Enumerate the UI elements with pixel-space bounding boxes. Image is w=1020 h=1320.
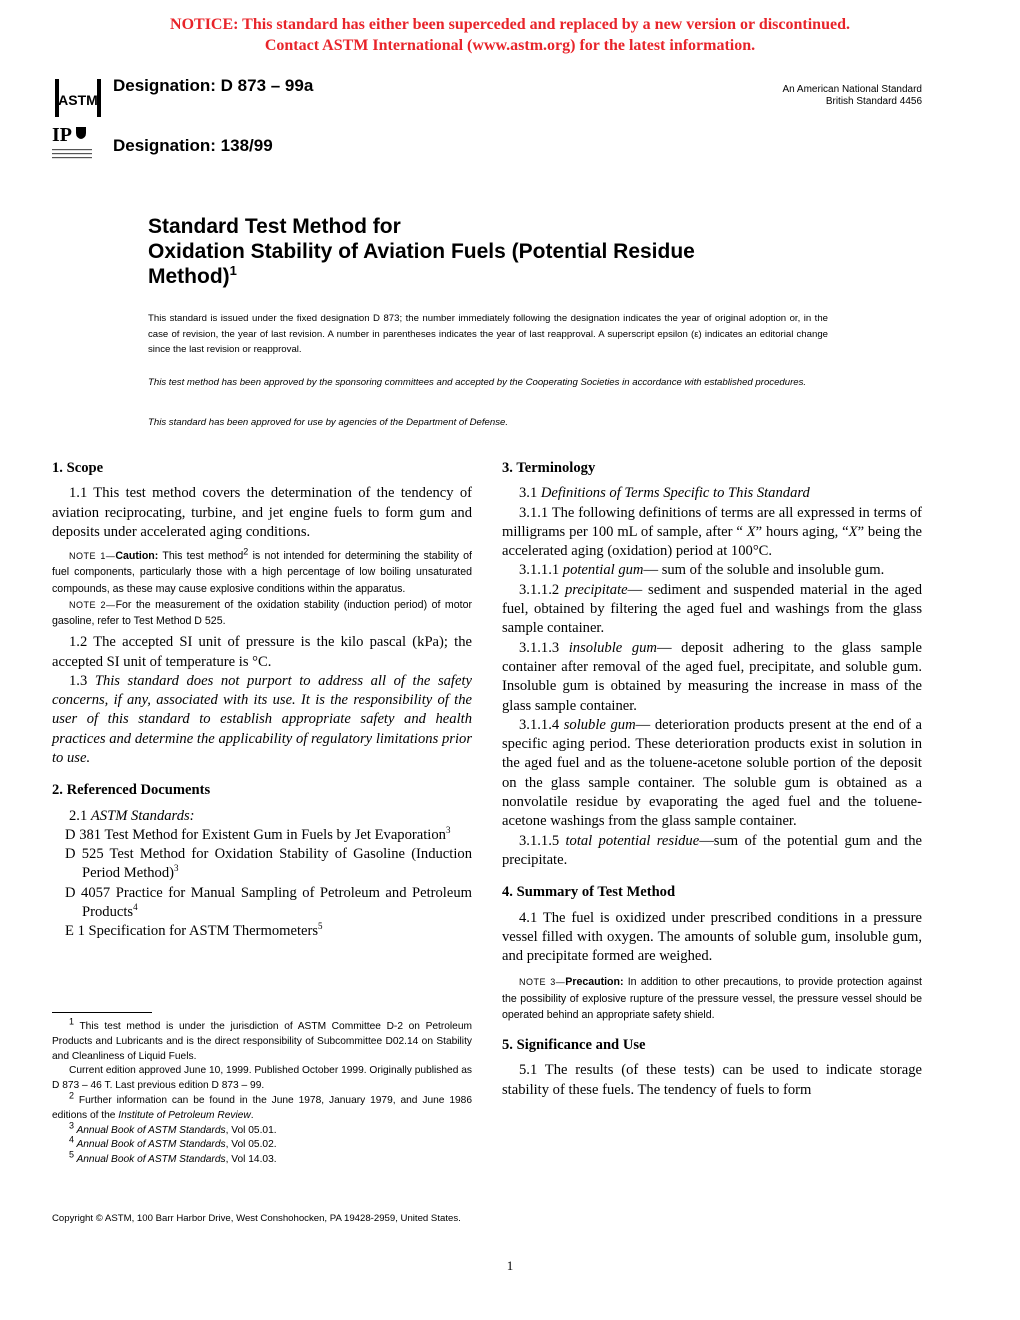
note-2: NOTE 2—For the measurement of the oxidation stability (induction period) of motor gasoline, refer to Test Method D 525.	[52, 598, 472, 627]
footnotes	[52, 1016, 472, 1168]
footnote-1: $^1$ This test method is under the jurisdiction of ASTM Committee D-2 on Petroleum Products and Lubricants and is the direct responsibility of Subcommittee D02.14 on Stability and Cleanliness of Liquid Fuels.	[52, 1016, 472, 1062]
approval-statement: This test method has been approved by the sponsoring committees and accepted by the Cooperating Societies in accordance with established procedures.	[148, 377, 807, 388]
paragraph-1-1: 1.1 This test method covers the determination of the tendency of aviation reciprocating, turbine, and jet engine fuels to form gum and deposits under accelerated aging conditions.	[52, 485, 472, 540]
footnote-3: $^3$ Annual Book of ASTM Standards, Vol 05.01.	[69, 1120, 277, 1136]
footnote-divider	[52, 1012, 152, 1013]
reference-item: D 525 Test Method for Oxidation Stability of Gasoline (Induction Period Method)$^3$	[65, 846, 472, 882]
ip-logo-text: IP	[52, 124, 72, 146]
footnote-2: $^2$ Further information can be found in the June 1978, January 1979, and June 1986 editions of the Institute of Petroleum Review.	[52, 1090, 472, 1121]
paragraph-4-1: 4.1 The fuel is oxidized under prescribed conditions in a pressure vessel filled with oxygen. The amounts of soluble gum, insoluble gum, and precipitate formed are weighed.	[502, 909, 922, 965]
section-heading-referenced-documents: 2. Referenced Documents	[52, 782, 211, 799]
reference-item: D 4057 Practice for Manual Sampling of Petroleum and Petroleum Products$^4$	[65, 884, 472, 921]
title-line-2: Oxidation Stability of Aviation Fuels (Potential Residue	[148, 240, 695, 263]
notice-banner	[0, 14, 1020, 56]
page-number: 1	[506, 1258, 514, 1273]
paragraph-1-2: 1.2 The accepted SI unit of pressure is the kilo pascal (kPa); the accepted SI unit of temperature is °C.	[52, 634, 472, 670]
note-1: NOTE 1—Caution: This test method$^2$ is not intended for determining the stability of fuel components, particularly those with a high percentage of low boiling unsaturated compounds, as these may cause explosive conditions within the apparatus.	[52, 546, 472, 595]
definition-insoluble-gum: 3.1.1.3 insoluble gum— deposit adhering to the glass sample container after removal of the aged fuel, precipitate, and soluble gum. Insoluble gum is obtained by measuring the increase in mass of the glass sample container.	[502, 639, 923, 714]
paragraph-2-1: 2.1 ASTM Standards:	[69, 807, 195, 824]
footnote-1-edition: Current edition approved June 10, 1999. Published October 1999. Originally published as D 873 – 46 T. Last previous edition D 873 – 99.	[52, 1065, 472, 1092]
dod-statement: This standard has been approved for use by agencies of the Department of Defense.	[148, 417, 508, 428]
designation-secondary: Designation: 138/99	[113, 136, 273, 155]
copyright-line: Copyright © ASTM, 100 Barr Harbor Drive, West Conshohocken, PA 19428-2959, United States.	[52, 1213, 461, 1224]
paragraph-3-1: 3.1 Definitions of Terms Specific to This Standard	[519, 485, 810, 502]
national-standard	[782, 84, 922, 108]
paragraph-3-1-1: 3.1.1 The following definitions of terms are all expressed in terms of milligrams per 100 mL of sample, after “ X” hours aging, “X” being the accelerated aging (oxidation) period at 100°C.	[502, 504, 923, 560]
section-heading-summary: 4. Summary of Test Method	[502, 884, 676, 901]
definition-potential-gum: 3.1.1.1 potential gum— sum of the soluble and insoluble gum.	[519, 562, 885, 579]
section-heading-terminology: 3. Terminology	[502, 460, 596, 476]
paragraph-5-1: 5.1 The results (of these tests) can be used to indicate storage stability of these fuels. The tendency of fuels to form	[502, 1062, 922, 1098]
astm-logo-icon	[52, 76, 104, 120]
ip-logo	[52, 124, 98, 160]
section-heading-scope: 1. Scope	[52, 460, 104, 476]
reference-item: D 381 Test Method for Existent Gum in Fuels by Jet Evaporation$^3$	[65, 825, 451, 843]
reference-item: E 1 Specification for ASTM Thermometers$^5$	[65, 921, 323, 940]
designation-primary: Designation: D 873 – 99a	[113, 76, 314, 95]
shield-icon	[76, 127, 86, 139]
definition-precipitate: 3.1.1.2 precipitate— sediment and suspended material in the aged fuel, obtained by filtering the aged fuel and washings from the glass sample container.	[502, 581, 923, 637]
footnote-4: $^4$ Annual Book of ASTM Standards, Vol 05.02.	[69, 1134, 277, 1151]
title-footnote-ref: 1	[229, 263, 237, 278]
left-column	[52, 459, 472, 942]
document-title	[148, 214, 828, 289]
definition-total-potential-residue: 3.1.1.5 total potential residue—sum of the potential gum and the precipitate.	[502, 832, 923, 868]
definition-soluble-gum: 3.1.1.4 soluble gum— deterioration products present at the end of a specific aging period. These deterioration products exist in solution in the aged fuel and as the toluene-acetone soluble portion of the deposit on the glass sample container. The soluble gum is obtained as a nonvolatile residue by evaporating the aged fuel and the toluene-acetone washings from the glass sample container.	[502, 716, 922, 830]
footnote-5: $^5$ Annual Book of ASTM Standards, Vol 14.03.	[69, 1149, 277, 1166]
right-column	[502, 459, 922, 1100]
section-heading-significance: 5. Significance and Use	[502, 1037, 646, 1054]
paragraph-1-3: 1.3 This standard does not purport to address all of the safety concerns, if any, associated with its use. It is the responsibility of the user of this standard to establish appropriate safety and health practices and determine the applicability of regulatory limitations prior to use.	[52, 672, 472, 766]
national-line-1: An American National Standard	[782, 84, 922, 95]
astm-logo-text: ASTM	[58, 92, 98, 108]
national-line-2: British Standard 4456	[825, 96, 922, 107]
ip-logo-fineprint-icon	[52, 147, 96, 159]
notice-line-2: Contact ASTM International (www.astm.org) for the latest information.	[264, 37, 756, 54]
note-3: NOTE 3—Precaution: In addition to other precautions, to provide protection against the possibility of explosive rupture of the pressure vessel, the pressure vessel should be operated behind an appropriate safety shield.	[502, 976, 922, 1021]
notice-line-1: NOTICE: This standard has either been superceded and replaced by a new version or discontinued.	[170, 16, 850, 33]
title-line-1: Standard Test Method for	[148, 215, 401, 238]
title-line-3: Method)	[148, 265, 230, 288]
issued-statement: This standard is issued under the fixed designation D 873; the number immediately following the designation indicates the year of original adoption or, in the case of revision, the year of last revision. A number in parentheses indicates the year of last reapproval. A superscript epsilon (ε) indicates an editorial change since the last revision or reapproval.	[148, 313, 828, 355]
